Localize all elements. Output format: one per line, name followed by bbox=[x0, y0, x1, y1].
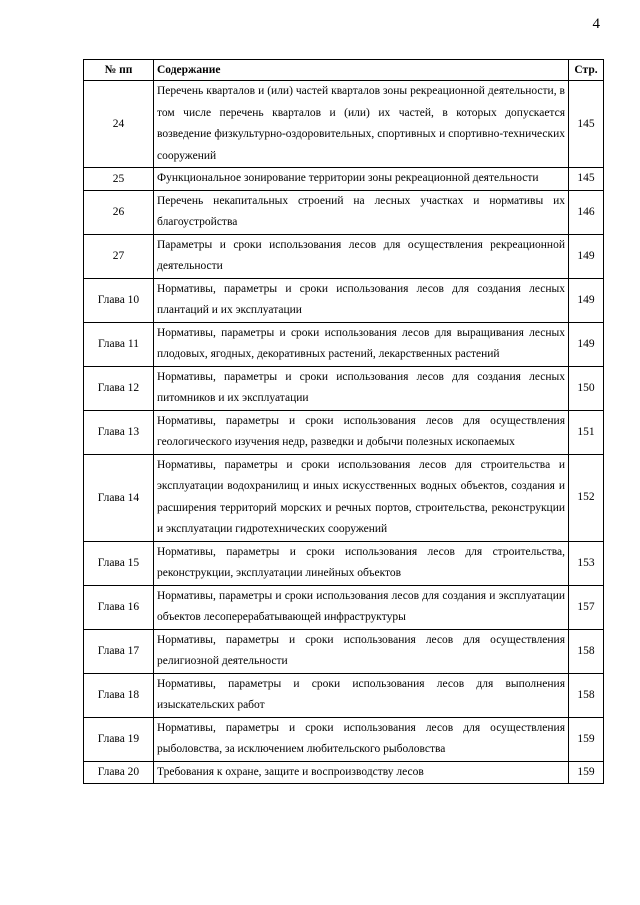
row-number-cell: Глава 16 bbox=[84, 585, 154, 629]
row-page-cell: 149 bbox=[569, 322, 604, 366]
row-content-cell: Нормативы, параметры и сроки использования лесов для строительства, реконструкции, эксплуатации линейных объектов bbox=[154, 541, 569, 585]
table-row bbox=[84, 168, 604, 191]
row-number-cell: Глава 17 bbox=[84, 629, 154, 673]
row-page-cell: 149 bbox=[569, 278, 604, 322]
row-number-cell: Глава 12 bbox=[84, 366, 154, 410]
row-content-cell: Параметры и сроки использования лесов для осуществления рекреационной деятельности bbox=[154, 234, 569, 278]
table-row bbox=[84, 454, 604, 541]
table-header-row bbox=[84, 60, 604, 81]
row-page-cell: 153 bbox=[569, 541, 604, 585]
column-header-content: Содержание bbox=[154, 60, 569, 81]
row-page-cell: 149 bbox=[569, 234, 604, 278]
row-number-cell: 25 bbox=[84, 168, 154, 191]
row-page-cell: 159 bbox=[569, 717, 604, 761]
table-row bbox=[84, 190, 604, 234]
table-body bbox=[84, 81, 604, 784]
table-row bbox=[84, 234, 604, 278]
row-content-cell: Требования к охране, защите и воспроизводству лесов bbox=[154, 761, 569, 784]
row-page-cell: 158 bbox=[569, 673, 604, 717]
row-page-cell: 158 bbox=[569, 629, 604, 673]
row-page-cell: 146 bbox=[569, 190, 604, 234]
table-row bbox=[84, 673, 604, 717]
row-number-cell: Глава 15 bbox=[84, 541, 154, 585]
table-of-contents bbox=[83, 59, 604, 784]
table-row bbox=[84, 629, 604, 673]
table-row bbox=[84, 81, 604, 168]
row-number-cell: Глава 10 bbox=[84, 278, 154, 322]
row-page-cell: 157 bbox=[569, 585, 604, 629]
row-number-cell: Глава 11 bbox=[84, 322, 154, 366]
row-page-cell: 145 bbox=[569, 81, 604, 168]
row-number-cell: Глава 13 bbox=[84, 410, 154, 454]
row-number-cell: Глава 20 bbox=[84, 761, 154, 784]
table-row bbox=[84, 322, 604, 366]
table-row bbox=[84, 410, 604, 454]
table-row bbox=[84, 366, 604, 410]
row-content-cell: Функциональное зонирование территории зоны рекреационной деятельности bbox=[154, 168, 569, 191]
row-page-cell: 150 bbox=[569, 366, 604, 410]
row-page-cell: 152 bbox=[569, 454, 604, 541]
row-number-cell: 26 bbox=[84, 190, 154, 234]
row-content-cell: Нормативы, параметры и сроки использования лесов для создания лесных плантаций и их эксплуатации bbox=[154, 278, 569, 322]
row-page-cell: 159 bbox=[569, 761, 604, 784]
row-number-cell: Глава 19 bbox=[84, 717, 154, 761]
row-content-cell: Перечень кварталов и (или) частей кварталов зоны рекреационной деятельности, в том числе перечень кварталов и (или) их частей, в которых допускается возведение физкультурно-оздоровительных, спортивных и спортивно-технических сооружений bbox=[154, 81, 569, 168]
row-page-cell: 151 bbox=[569, 410, 604, 454]
row-page-cell: 145 bbox=[569, 168, 604, 191]
column-header-page: Стр. bbox=[569, 60, 604, 81]
column-header-number: № пп bbox=[84, 60, 154, 81]
row-number-cell: Глава 14 bbox=[84, 454, 154, 541]
row-number-cell: Глава 18 bbox=[84, 673, 154, 717]
table-row bbox=[84, 585, 604, 629]
row-content-cell: Нормативы, параметры и сроки использования лесов для выращивания лесных плодовых, ягодных, декоративных растений, лекарственных растений bbox=[154, 322, 569, 366]
table-row bbox=[84, 717, 604, 761]
row-number-cell: 24 bbox=[84, 81, 154, 168]
row-content-cell: Нормативы, параметры и сроки использования лесов для строительства и эксплуатации водохранилищ и иных искусственных водных объектов, создания и расширения территорий морских и речных портов, строительства, реконструкции и эксплуатации гидротехнических сооружений bbox=[154, 454, 569, 541]
row-content-cell: Нормативы, параметры и сроки использования лесов для осуществления геологического изучения недр, разведки и добычи полезных ископаемых bbox=[154, 410, 569, 454]
table-row bbox=[84, 541, 604, 585]
row-content-cell: Нормативы, параметры и сроки использования лесов для создания лесных питомников и их эксплуатации bbox=[154, 366, 569, 410]
row-content-cell: Нормативы, параметры и сроки использования лесов для выполнения изыскательских работ bbox=[154, 673, 569, 717]
table-row bbox=[84, 278, 604, 322]
row-content-cell: Нормативы, параметры и сроки использования лесов для осуществления религиозной деятельности bbox=[154, 629, 569, 673]
row-content-cell: Нормативы, параметры и сроки использования лесов для создания и эксплуатации объектов лесоперерабатывающей инфраструктуры bbox=[154, 585, 569, 629]
row-content-cell: Нормативы, параметры и сроки использования лесов для осуществления рыболовства, за исключением любительского рыболовства bbox=[154, 717, 569, 761]
row-content-cell: Перечень некапитальных строений на лесных участках и нормативы их благоустройства bbox=[154, 190, 569, 234]
row-number-cell: 27 bbox=[84, 234, 154, 278]
page-number: 4 bbox=[592, 16, 600, 32]
table-row bbox=[84, 761, 604, 784]
